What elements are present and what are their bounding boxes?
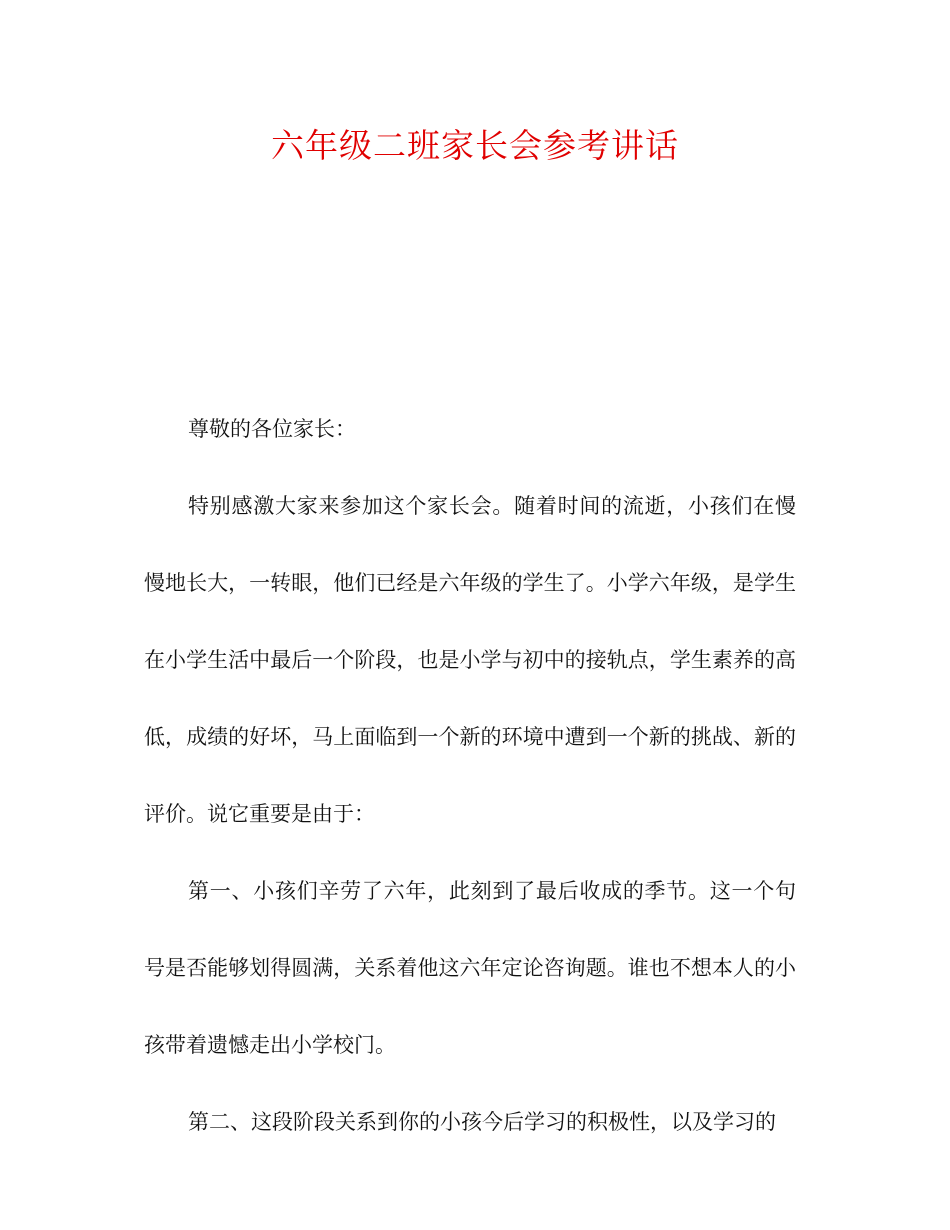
second-point-paragraph: 第二、这段阶段关系到你的小孩今后学习的积极性，以及学习的 xyxy=(188,1110,776,1134)
first-point-paragraph: 第一、小孩们辛劳了六年，此刻到了最后收成的季节。这一个句号是否能够划得圆满，关系着他这六年定论咨询题。谁也不想本人的小孩带着遗憾走出小学校门。 xyxy=(144,879,796,1057)
intro-paragraph: 特别感激大家来参加这个家长会。随着时间的流逝，小孩们在慢慢地长大，一转眼，他们已经是六年级的学生了。小学六年级，是学生在小学生活中最后一个阶段，也是小学与初中的接轨点，学生素养的高低，成绩的好坏，马上面临到一个新的环境中遭到一个新的挑战、新的评价。说它重要是由于： xyxy=(144,494,796,826)
salutation-paragraph: 尊敬的各位家长： xyxy=(188,417,356,441)
document-body xyxy=(144,391,796,1161)
page-title: 六年级二班家长会参考讲话 xyxy=(271,126,679,165)
